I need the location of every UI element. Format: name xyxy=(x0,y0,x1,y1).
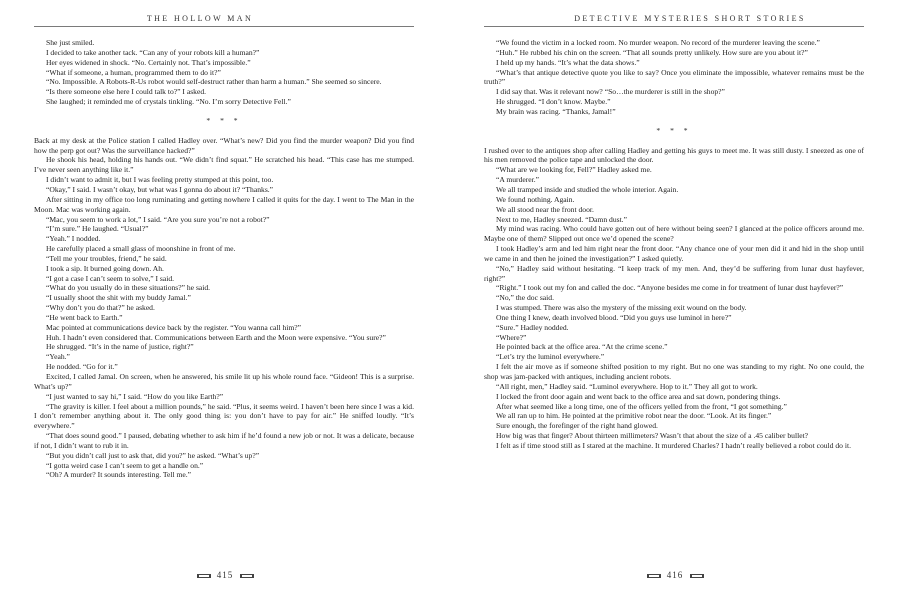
paragraph: “A murderer.” xyxy=(496,175,540,185)
paragraph: He carefully placed a small glass of moonshine in front of me. xyxy=(46,244,236,254)
paragraph: I held up my hands. “It’s what the data shows.” xyxy=(496,57,640,67)
paragraph: I felt the air move as if someone shifted position to my right. But no one was standing to my right. No one could, the shop was jam-packed with antiques, including ancient robots. xyxy=(484,362,864,381)
paragraph: I was stumped. There was also the mystery of the missing exit wound on the body. xyxy=(496,303,747,313)
paragraph: One thing I knew, death involved blood. “Did you guys use luminol in here?” xyxy=(496,312,732,322)
paragraph: “Where?” xyxy=(496,332,527,342)
paragraph: “Right.” I took out my fon and called the doc. “Anyone besides me come in for treatment of lunar dust hayfever?” xyxy=(496,283,844,293)
paragraph: “He went back to Earth.” xyxy=(46,312,123,322)
paragraph: We all tramped inside and studied the whole interior. Again. xyxy=(496,184,679,194)
ornament-icon xyxy=(240,573,254,579)
paragraph: “No. Impossible. A Robots-R-Us robot would self-destruct rather than harm a human.” She seemed so sincere. xyxy=(46,77,382,87)
page-number-left: 415 xyxy=(216,570,234,580)
header-rule-left xyxy=(34,26,414,27)
paragraph: “What do you usually do in these situations?” he said. xyxy=(46,283,211,293)
paragraph: “I just wanted to say hi,” I said. “How do you like Earth?” xyxy=(46,391,224,401)
paragraph: “Why don’t you do that?” he asked. xyxy=(46,303,155,313)
paragraph: Next to me, Hadley sneezed. “Damn dust.” xyxy=(496,214,627,224)
running-header-left: THE HOLLOW MAN xyxy=(146,14,254,23)
paragraph: We all stood near the front door. xyxy=(496,204,594,214)
page-number-right: 416 xyxy=(666,570,684,580)
running-header-right: DETECTIVE MYSTERIES SHORT STORIES xyxy=(574,14,806,23)
paragraph: I decided to take another tack. “Can any of your robots kill a human?” xyxy=(46,47,260,57)
paragraph: Excited, I called Jamal. On screen, when he answered, his smile lit up his whole round face. “Gideon! This is a surprise. What’s up?” xyxy=(34,372,414,391)
paragraph: “No,” the doc said. xyxy=(496,293,554,303)
paragraph: We all ran up to him. He pointed at the primitive robot near the door. “Look. At its finger.” xyxy=(496,411,772,421)
ornament-icon xyxy=(647,573,661,579)
paragraph: “Mac, you seem to work a lot,” I said. “Are you sure you’re not a robot?” xyxy=(46,214,270,224)
paragraph: He nodded. “Go for it.” xyxy=(46,362,118,372)
paragraph: She just smiled. xyxy=(46,38,95,47)
footer-left xyxy=(0,570,450,580)
paragraph: Huh. I hadn’t even considered that. Communications between Earth and the Moon were expensive. “You sure?” xyxy=(46,332,386,342)
paragraph: He shrugged. “It’s in the name of justice, right?” xyxy=(46,342,194,352)
paragraph: I rushed over to the antiques shop after calling Hadley and getting his guys to meet me. It was still dusty. I sneezed as one of his men removed the police tape and unlocked the door. xyxy=(484,145,864,165)
right-page xyxy=(450,0,900,600)
paragraph: “I gotta weird case I can’t seem to get a handle on.” xyxy=(46,460,204,470)
paragraph: I took Hadley’s arm and led him right near the front door. “Any chance one of your men did it and hid in the shop until we came in and then he joined the investigation?” I asked quietly. xyxy=(484,244,864,263)
footer-right xyxy=(450,570,900,580)
paragraph: I didn’t want to admit it, but I was feeling pretty stumped at this point, too. xyxy=(46,175,274,185)
paragraph: “What are we looking for, Fell?” Hadley asked me. xyxy=(496,165,652,175)
left-page-body xyxy=(34,38,414,480)
paragraph: “I’m sure.” He laughed. “Usual?” xyxy=(46,224,149,234)
right-page-body xyxy=(484,38,864,451)
paragraph: How big was that finger? About thirteen millimeters? Wasn’t that about the size of a .45 caliber bullet? xyxy=(496,431,809,441)
paragraph: “Sure.” Hadley nodded. xyxy=(496,322,569,332)
paragraph: I did say that. Was it relevant now? “So…the murderer is still in the shop?” xyxy=(496,87,725,97)
paragraph: “Okay,” I said. I wasn’t okay, but what was I gonna do about it? “Thanks.” xyxy=(46,184,274,194)
paragraph: After what seemed like a long time, one of the officers yelled from the front, “I got something.” xyxy=(496,401,787,411)
paragraph: “What’s that antique detective quote you like to say? Once you eliminate the impossible, whatever remains must be the truth?” xyxy=(484,67,864,87)
paragraph: “I got a case I can’t seem to solve,” I said. xyxy=(46,273,175,283)
header-rule-right xyxy=(484,26,864,27)
paragraph: I locked the front door again and went back to the office area and sat down, pondering things. xyxy=(496,391,781,401)
paragraph: “Let’s try the luminol everywhere.” xyxy=(496,352,605,362)
paragraph: He shook his head, holding his hands out. “We didn’t find squat.” He scratched his head. “This case has me stumped. I’ve never seen anything like it.” xyxy=(34,155,414,175)
paragraph: “But you didn’t call just to ask that, did you?” he asked. “What’s up?” xyxy=(46,450,260,460)
paragraph: “That does sound good.” I paused, debating whether to ask him if he’d found a new job or not. It was a delicate, because if not, I didn’t want to rub it in. xyxy=(34,431,414,450)
paragraph: “The gravity is killer. I feel about a million pounds,” he said. “Plus, it seems weird. I haven’t been here since I was a kid. I don’t remember anything about it. The only good thing is: you don’t have to pay for air.” He sniffed loudly. “It’s everywhere.” xyxy=(34,401,414,431)
paragraph: I took a sip. It burned going down. Ah. xyxy=(46,263,164,273)
paragraph: Her eyes widened in shock. “No. Certainly not. That’s impossible.” xyxy=(46,57,251,67)
paragraph: We found nothing. Again. xyxy=(496,194,575,204)
paragraph: “All right, men,” Hadley said. “Luminol everywhere. Hop to it.” They all got to work. xyxy=(496,381,758,391)
paragraph: My brain was racing. “Thanks, Jamal!” xyxy=(496,106,616,116)
section-break: * * * xyxy=(656,125,692,135)
paragraph: “We found the victim in a locked room. No murder weapon. No record of the murderer leaving the scene.” xyxy=(496,38,820,47)
ornament-icon xyxy=(690,573,704,579)
paragraph: “Huh.” He rubbed his chin on the screen. “That all sounds pretty unlikely. How sure are you about it?” xyxy=(496,47,808,57)
paragraph: She laughed; it reminded me of crystals tinkling. “No. I’m sorry Detective Fell.” xyxy=(46,97,291,107)
paragraph: He pointed back at the office area. “At the crime scene.” xyxy=(496,342,668,352)
paragraph: I felt as if time stood still as I stared at the machine. It murdered Charles? I hadn’t really believed a robot could do it. xyxy=(496,440,851,450)
paragraph: After sitting in my office too long ruminating and getting nowhere I called it quits for the day. I went to The Man in the Moon. Mac was working again. xyxy=(34,194,414,214)
paragraph: “Yeah.” xyxy=(46,352,70,362)
paragraph: My mind was racing. Who could have gotten out of here without being seen? I glanced at the police officers around me. Maybe one of them? Slipped out once we’d opened the scene? xyxy=(484,224,864,244)
paragraph: “Oh? A murder? It sounds interesting. Tell me.” xyxy=(46,470,192,480)
paragraph: Mac pointed at communications device back by the register. “You wanna call him?” xyxy=(46,322,302,332)
paragraph: “Tell me your troubles, friend,” he said. xyxy=(46,253,167,263)
paragraph: “What if someone, a human, programmed them to do it?” xyxy=(46,67,221,77)
section-break: * * * xyxy=(206,115,242,125)
paragraph: Back at my desk at the Police station I called Hadley over. “What’s new? Did you find the murder weapon? Did you find how the perp got out? Was the surveillance hacked?” xyxy=(34,135,414,155)
paragraph: Sure enough, the forefinger of the right hand glowed. xyxy=(496,421,658,431)
ornament-icon xyxy=(197,573,211,579)
paragraph: “No,” Hadley said without hesitating. “I keep track of my men. And, they’d be suffering from lunar dust hayfever, right?” xyxy=(484,263,864,283)
paragraph: “I usually shoot the shit with my buddy Jamal.” xyxy=(46,293,191,303)
paragraph: “Is there someone else here I could talk to?” I asked. xyxy=(46,87,207,97)
paragraph: He shrugged. “I don’t know. Maybe.” xyxy=(496,97,611,107)
paragraph: “Yeah.” I nodded. xyxy=(46,234,101,244)
